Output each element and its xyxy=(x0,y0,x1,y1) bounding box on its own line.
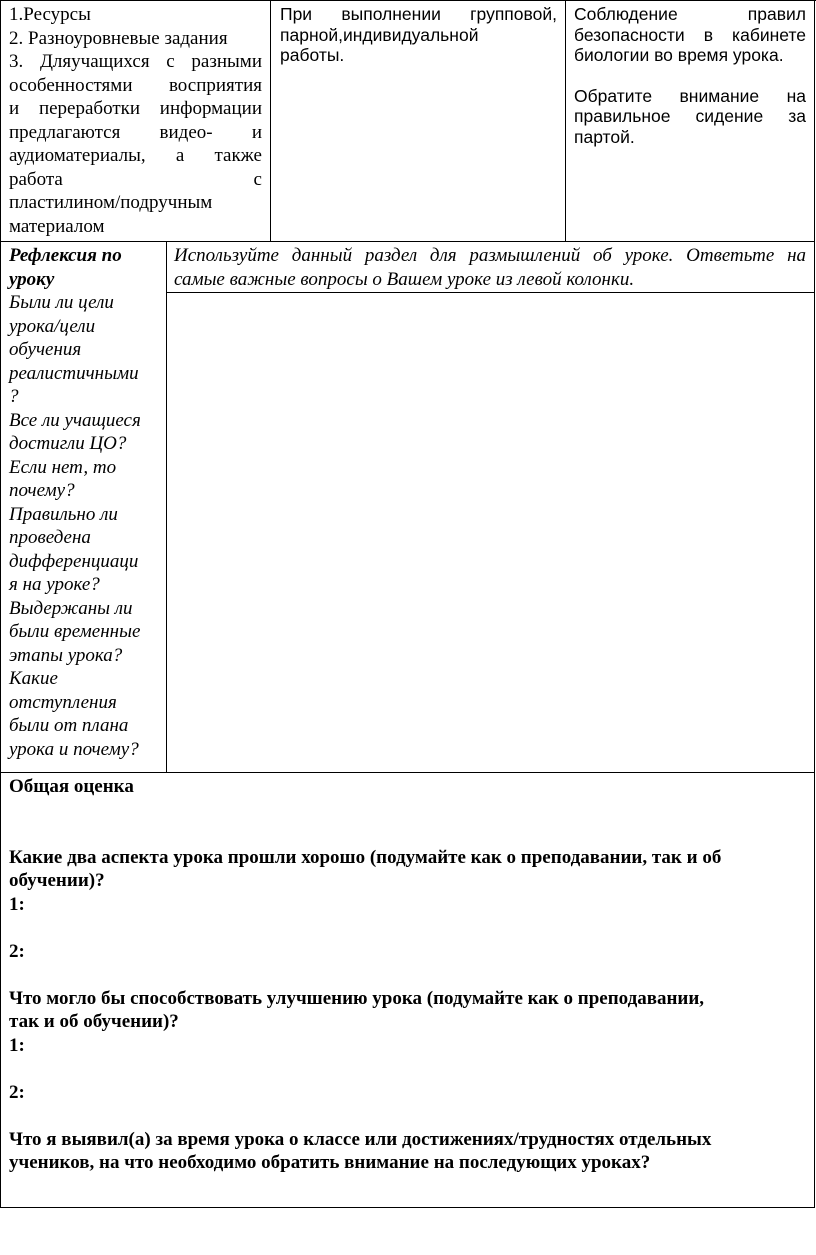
reflection-question-line: Все ли учащиеся xyxy=(9,409,141,431)
work-forms-cell xyxy=(280,4,557,66)
table-border-left xyxy=(0,0,1,1208)
resources-line: и переработки информации xyxy=(9,98,262,119)
row-divider-1 xyxy=(0,241,815,242)
reflection-instruction-line: Используйте данный раздел для размышлений об уроке. Ответьте на xyxy=(174,245,806,266)
safety-line: партой. xyxy=(574,126,635,147)
reflection-question-line: урока и почему? xyxy=(9,738,139,760)
summary-cell xyxy=(9,775,806,1175)
reflection-question-line: Выдержаны ли xyxy=(9,597,133,619)
resources-line: пластилином/подручным xyxy=(9,192,213,213)
work-forms-line: парной,индивидуальной xyxy=(280,24,479,45)
summary-answer-label: 1: xyxy=(9,1034,25,1056)
summary-question-good: обучении)? xyxy=(9,870,105,891)
safety-cell xyxy=(574,4,806,147)
resources-line: 2. Разноуровневые задания xyxy=(9,27,228,49)
col-divider-top-1 xyxy=(270,0,271,242)
row-divider-2 xyxy=(0,772,815,773)
reflection-question-line: отступления xyxy=(9,691,117,713)
safety-line: Соблюдение правил xyxy=(574,4,806,24)
summary-question-improve: так и об обучении)? xyxy=(9,1011,179,1032)
resources-line: 1.Ресурсы xyxy=(9,4,91,25)
reflection-question-line: Правильно ли xyxy=(9,503,118,525)
work-forms-line: При выполнении групповой, xyxy=(280,4,557,24)
reflection-instruction-line: самые важные вопросы о Вашем уроке из левой колонки. xyxy=(174,268,635,290)
resources-line: предлагаются видео- и xyxy=(9,121,262,143)
reflection-question-line: Какие xyxy=(9,668,58,689)
safety-line: биологии во время урока. xyxy=(574,45,784,65)
summary-answer-label: 2: xyxy=(9,940,25,962)
resources-line: особенностями восприятия xyxy=(9,74,262,96)
col-divider-top-2 xyxy=(565,0,566,242)
reflection-title: уроку xyxy=(9,268,55,290)
safety-line: правильное сидение за xyxy=(574,106,806,126)
table-border-top xyxy=(0,0,816,1)
resources-line: 3. Дляучащихся с разными xyxy=(9,51,262,72)
reflection-question-line: ? xyxy=(9,386,19,407)
reflection-question-line: почему? xyxy=(9,480,75,501)
summary-answer-label: 1: xyxy=(9,893,25,915)
reflection-question-line: достигли ЦО? xyxy=(9,433,127,454)
reflection-question-line: этапы урока? xyxy=(9,644,123,666)
reflection-title: Рефлексия по xyxy=(9,245,122,266)
summary-title: Общая оценка xyxy=(9,776,134,797)
reflection-question-line: Были ли цели xyxy=(9,292,114,313)
reflection-question-line: реалистичными xyxy=(9,362,139,384)
reflection-question-line: были временные xyxy=(9,621,141,642)
resources-cell xyxy=(9,3,262,238)
summary-question-improve: Что могло бы способствовать улучшению урока (подумайте как о преподавании, xyxy=(9,987,705,1009)
reflection-question-line: Если нет, то xyxy=(9,456,117,478)
reflection-question-line: были от плана xyxy=(9,715,129,736)
safety-line: Обратите внимание на xyxy=(574,85,806,106)
reflection-answer-area[interactable] xyxy=(167,293,814,772)
reflection-questions-cell xyxy=(9,244,161,761)
reflection-question-line: я на уроке? xyxy=(9,574,100,595)
table-border-bottom xyxy=(0,1207,815,1208)
work-forms-line: работы. xyxy=(280,45,345,65)
reflection-question-line: урока/цели xyxy=(9,315,96,337)
summary-question-observations: Что я выявил(а) за время урока о классе или достижениях/трудностях отдельных xyxy=(9,1128,712,1150)
reflection-instruction-cell xyxy=(174,244,806,291)
reflection-question-line: проведена xyxy=(9,527,91,548)
resources-line: материалом xyxy=(9,215,105,237)
summary-answer-label: 2: xyxy=(9,1081,25,1103)
resources-line: работа с xyxy=(9,168,262,190)
reflection-question-line: обучения xyxy=(9,339,82,360)
safety-line: безопасности в кабинете xyxy=(574,24,806,45)
reflection-question-line: дифференциаци xyxy=(9,550,139,572)
resources-line: аудиоматериалы, а также xyxy=(9,145,262,166)
table-border-right xyxy=(814,0,815,1208)
summary-question-good: Какие два аспекта урока прошли хорошо (подумайте как о преподавании, так и об xyxy=(9,846,722,868)
summary-question-observations: учеников, на что необходимо обратить внимание на последующих уроках? xyxy=(9,1152,651,1173)
